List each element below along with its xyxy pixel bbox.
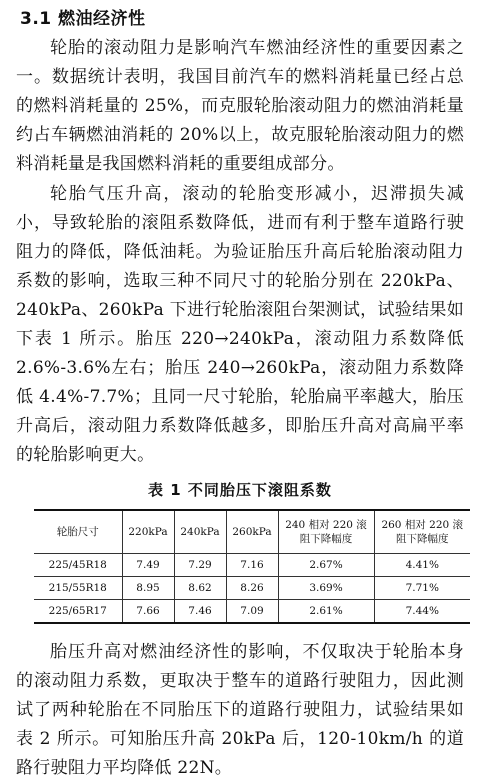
- table-wrapper: [16, 509, 464, 624]
- header-240-vs-220: 240 相对 220 滚阻下降幅度: [278, 510, 374, 554]
- table-cell: 4.41%: [374, 554, 470, 577]
- table-cell: 225/45R18: [34, 554, 122, 577]
- table-cell: 7.44%: [374, 600, 470, 624]
- table-cell: 8.95: [122, 577, 174, 600]
- table-cell: 7.29: [174, 554, 226, 577]
- table-row: [34, 554, 470, 577]
- table-cell: 215/55R18: [34, 577, 122, 600]
- table-cell: 7.71%: [374, 577, 470, 600]
- rolling-resistance-table: [34, 509, 470, 624]
- table-row: [34, 600, 470, 624]
- header-220kpa: 220kPa: [122, 510, 174, 554]
- header-240kpa: 240kPa: [174, 510, 226, 554]
- table-cell: 7.66: [122, 600, 174, 624]
- table-cell: 2.67%: [278, 554, 374, 577]
- paragraph-2: 轮胎气压升高，滚动的轮胎变形减小，迟滞损失减小，导致轮胎的滚阻系数降低，进而有利于整车道路行驶阻力的降低，降低油耗。为验证胎压升高后轮胎滚动阻力系数的影响，选取三种不同尺寸的轮胎分别在 220kPa、240kPa、260kPa 下进行轮胎滚阻台架测试，试验结果如下表 1 所示。胎压 220→240kPa，滚动阻力系数降低 2.6%-3.6%左右；胎压 240→260kPa，滚动阻力系数降低 4.4%-7.7%；且同一尺寸轮胎，轮胎扁平率越大，胎压升高后，滚动阻力系数降低越多，即胎压升高对高扁平率的轮胎影响更大。: [16, 184, 464, 465]
- table-header-row: [34, 510, 470, 554]
- table-cell: 8.62: [174, 577, 226, 600]
- table-caption: 表 1 不同胎压下滚阻系数: [148, 481, 332, 499]
- table-row: [34, 577, 470, 600]
- table-cell: 8.26: [226, 577, 278, 600]
- table-cell: 7.16: [226, 554, 278, 577]
- header-260kpa: 260kPa: [226, 510, 278, 554]
- section-heading: 3.1 燃油经济性: [20, 9, 146, 29]
- table-cell: 7.46: [174, 600, 226, 624]
- paragraph-1: 轮胎的滚动阻力是影响汽车燃油经济性的重要因素之一。数据统计表明，我国目前汽车的燃料消耗量已经占总的燃料消耗量的 25%，而克服轮胎滚动阻力的燃油消耗量约占车辆燃油消耗的 20%以上，故克服轮胎滚动阻力的燃料消耗量是我国燃料消耗的重要组成部分。: [16, 38, 464, 174]
- header-260-vs-220: 260 相对 220 滚阻下降幅度: [374, 510, 470, 554]
- table-cell: 7.49: [122, 554, 174, 577]
- paragraph-3: 胎压升高对燃油经济性的影响，不仅取决于轮胎本身的滚动阻力系数，更取决于整车的道路行驶阻力，因此测试了两种轮胎在不同胎压下的道路行驶阻力，试验结果如表 2 所示。可知胎压升高 20kPa 后，120-10km/h 的道路行驶阻力平均降低 22N。: [16, 642, 464, 778]
- table-cell: 7.09: [226, 600, 278, 624]
- table-cell: 225/65R17: [34, 600, 122, 624]
- table-cell: 2.61%: [278, 600, 374, 624]
- table-cell: 3.69%: [278, 577, 374, 600]
- header-tire-size: 轮胎尺寸: [34, 510, 122, 554]
